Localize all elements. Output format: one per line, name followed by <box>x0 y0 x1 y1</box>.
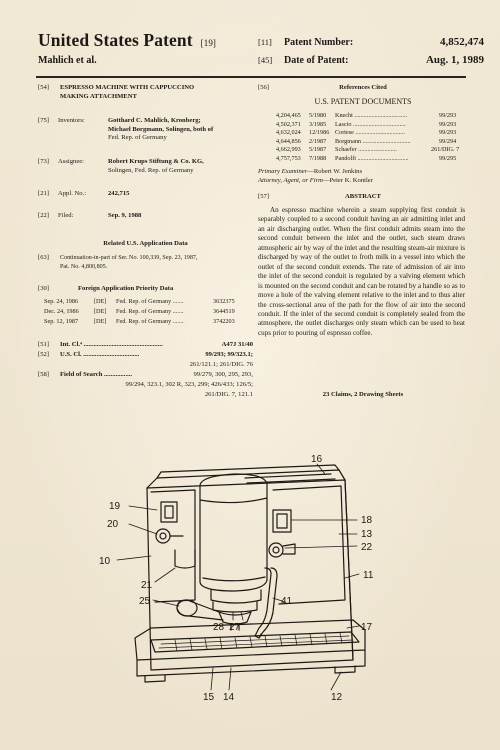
uscl-value1: 99/293; 99/323.1; <box>205 351 253 358</box>
inventors-line3: Fed. Rep. of Germany <box>108 134 167 141</box>
related-line2: Pat. No. 4,800,805. <box>60 263 108 270</box>
label-21: 21 <box>141 580 153 591</box>
ref-class: 99/293 <box>439 120 457 128</box>
foreign-tag: [DE] <box>94 318 107 325</box>
intcl-label: Int. Cl.⁴ ................................................ <box>60 341 163 348</box>
field-appl-no <box>38 190 253 200</box>
attorney-label: Attorney, Agent, or Firm <box>258 177 323 184</box>
uscl-code: [52] <box>38 351 49 358</box>
search-label: Field of Search ................. <box>60 371 133 378</box>
ref-date: 12/1986 <box>309 129 330 136</box>
primary-examiner <box>258 168 468 176</box>
abstract-text: An espresso machine wherein a steam supplying first conduit is separably coupled to a second conduit having an air admitting inlet and an air discharging outlet. When the first conduit admits steam into the second conduit between the inlet and the outlet, such steam draws atmospheric air by way of the inlet and the resulting steam-air mixture is discharged by way of the outlet to froth milk in a vessel into which the outlet of the second conduit extends. The rate of admission of air into the inlet of the second conduit is regulated by a valving element which is mounted on the second conduit and can be rotated by a handle so as to move a hole of the valving element relative to the inlet and to thus alter the cross-sectional area of the path for the flow of air into the second conduit. If the inlet of the second conduit is completely sealed from the atmosphere, the outlet discharges only steam which can be used to heat cups prior to pouring of espresso coffee. <box>258 206 465 337</box>
ref-name: Borgmann ............................... <box>335 137 411 145</box>
ref-row <box>276 138 456 145</box>
ref-date: 3/1985 <box>309 120 327 128</box>
foreign-row <box>44 318 235 325</box>
patent-title-text: United States Patent <box>38 30 193 50</box>
refs-heading: References Cited <box>339 84 387 91</box>
inventor-short: Mahlich et al. <box>38 55 97 66</box>
label-16: 16 <box>311 454 323 465</box>
foreign-row <box>44 298 235 305</box>
label-41: 41 <box>281 596 293 607</box>
patent-number-label: Patent Number: <box>284 37 354 48</box>
invention-title-line2: MAKING ATTACHMENT <box>60 92 137 100</box>
ref-class: 99/293 <box>439 112 457 119</box>
ref-date: 5/1980 <box>309 112 327 119</box>
invention-title-line1: ESPRESSO MACHINE WITH CAPPUCCINO <box>60 84 195 91</box>
filed-value: Sep. 9, 1988 <box>108 212 142 219</box>
assignee-line1: Robert Krups Stiftung & Co. KG, <box>108 158 204 165</box>
field-title <box>38 84 248 104</box>
inventors-code: [75] <box>38 117 49 124</box>
ref-class: 99/295 <box>439 154 457 162</box>
foreign-tag: [DE] <box>94 308 107 315</box>
field-search <box>38 371 253 399</box>
ref-name: Lascio .................................. <box>335 120 406 128</box>
ref-class: 261/DIG. 7 <box>431 146 460 153</box>
label-17: 17 <box>361 622 373 633</box>
refs-table <box>276 112 466 172</box>
search-value2: 99/294, 323.1, 302 R, 323, 299; 426/433; 126/5; <box>125 381 253 388</box>
left-switch <box>161 502 177 522</box>
assignee-code: [73] <box>38 158 49 165</box>
abstract-heading: ABSTRACT <box>345 193 381 200</box>
ref-number: 4,644,856 <box>276 137 301 145</box>
related-line1: Continuation-in-part of Ser. No. 100,339, Sep. 23, 1987, <box>60 255 198 261</box>
ref-name: Cortese ................................ <box>335 129 405 136</box>
search-value1: 99/279, 300, 295, 293, <box>193 371 253 378</box>
assignee-label: Assignee: <box>58 158 85 165</box>
uscl-value2: 261/121.1; 261/DIG. 76 <box>189 361 253 368</box>
title-code: [19] <box>200 38 217 48</box>
refs-subheading: U.S. PATENT DOCUMENTS <box>314 97 412 106</box>
patent-date-code: [45] <box>258 55 273 65</box>
ref-number: 4,632,024 <box>276 129 301 136</box>
intcl-value: A47J 31/40 <box>221 341 253 348</box>
ref-row <box>276 129 456 136</box>
ref-date: 7/1988 <box>309 154 327 162</box>
ref-name: Schaefer ......................... <box>335 146 397 153</box>
uscl-label: U.S. Cl. .................................. <box>60 351 140 358</box>
field-filed <box>38 212 253 222</box>
attorney-value: —Peter K. Kontler <box>322 177 373 184</box>
refs-code: [56] <box>258 84 269 91</box>
label-20: 20 <box>107 519 119 530</box>
ref-class: 99/293 <box>439 129 457 136</box>
foreign-country: Fed. Rep. of Germany ....... <box>116 298 184 305</box>
foreign-country: Fed. Rep. of Germany ....... <box>116 318 184 325</box>
header-rule <box>36 76 466 78</box>
label-13: 13 <box>361 529 373 540</box>
ref-row <box>276 121 456 128</box>
label-11: 11 <box>363 570 374 581</box>
label-10: 10 <box>99 556 111 567</box>
foreign-date: Sep. 12, 1987 <box>44 318 79 325</box>
field-references <box>258 84 468 94</box>
claims-summary: 23 Claims, 2 Drawing Sheets <box>322 391 404 398</box>
ref-row <box>276 155 456 162</box>
appl-value: 242,715 <box>108 190 130 197</box>
label-28: 28 <box>213 622 225 633</box>
ref-number: 4,204,465 <box>276 112 301 119</box>
inventors-label: Inventors: <box>58 117 85 124</box>
attorney <box>258 177 468 185</box>
abstract-code: [57] <box>258 193 269 200</box>
field-inventors <box>38 117 253 145</box>
foreign-number: 3742203 <box>213 318 235 325</box>
ref-date: 2/1987 <box>309 137 327 145</box>
foreign-row <box>44 308 235 315</box>
appl-code: [21] <box>38 190 49 197</box>
boiler-column <box>200 474 267 591</box>
filed-code: [22] <box>38 212 49 219</box>
field-assignee <box>38 158 253 178</box>
foreign-table <box>44 298 254 330</box>
ref-name: Knecht .................................. <box>335 112 408 119</box>
filed-label: Filed: <box>58 212 74 219</box>
label-12: 12 <box>331 692 343 703</box>
inventors-line1: Gotthard C. Mahlich, Kronberg; <box>108 117 201 124</box>
intcl-code: [51] <box>38 341 49 348</box>
assignee-line2: Solingen, Fed. Rep. of Germany <box>108 166 194 174</box>
patent-title <box>38 30 216 51</box>
foreign-code: [30] <box>38 285 49 292</box>
search-value3: 261/DIG. 7, 121.1 <box>204 391 253 398</box>
foreign-number: 3644519 <box>213 308 235 315</box>
ref-number: 4,757,753 <box>276 154 301 162</box>
patent-date-label: Date of Patent: <box>284 55 349 66</box>
ref-row <box>276 112 456 119</box>
ref-row <box>276 146 459 153</box>
patent-number-code: [11] <box>258 37 272 47</box>
foreign-country: Fed. Rep. of Germany ....... <box>116 308 184 315</box>
foreign-heading: Foreign Application Priority Data <box>78 285 174 292</box>
related-heading: Related U.S. Application Data <box>103 240 188 247</box>
foreign-number: 3632375 <box>213 298 235 305</box>
label-15: 15 <box>203 692 215 703</box>
ref-number: 4,502,371 <box>276 120 301 128</box>
ref-number: 4,662,993 <box>276 146 301 153</box>
patent-date-value: Aug. 1, 1989 <box>425 54 484 66</box>
field-foreign <box>38 285 253 295</box>
foreign-date: Dec. 24, 1986 <box>44 308 79 315</box>
patent-date-row <box>258 54 484 66</box>
title-field-code: [54] <box>38 84 49 91</box>
ref-date: 5/1987 <box>309 146 327 153</box>
espresso-machine-drawing <box>95 450 405 720</box>
abstract-heading-row <box>258 193 468 203</box>
right-switch <box>273 510 291 532</box>
label-14: 14 <box>223 692 235 703</box>
field-us-cl <box>38 351 253 371</box>
search-code: [58] <box>38 371 49 378</box>
label-22: 22 <box>361 542 373 553</box>
ref-name: Pandolfi ................................. <box>335 154 409 162</box>
ref-class: 99/294 <box>439 137 457 145</box>
label-25: 25 <box>139 596 151 607</box>
examiner-value: —Robert W. Jenkins <box>307 168 363 175</box>
patent-number-row <box>258 36 484 48</box>
label-19: 19 <box>109 501 121 512</box>
steam-knob <box>269 543 283 557</box>
field-related <box>38 254 253 274</box>
patent-number-value: 4,852,474 <box>440 36 484 48</box>
foreign-tag: [DE] <box>94 298 107 305</box>
related-code: [63] <box>38 254 49 261</box>
label-27: 27 <box>229 622 241 633</box>
foreign-date: Sep. 24, 1986 <box>44 298 79 305</box>
machine-top-edge <box>147 470 345 488</box>
machine-base <box>137 650 365 676</box>
left-knob <box>156 529 170 543</box>
label-18: 18 <box>361 515 373 526</box>
examiner-label: Primary Examiner <box>258 168 308 175</box>
field-int-cl <box>38 341 253 351</box>
appl-label: Appl. No.: <box>58 190 87 197</box>
inventors-line2: Michael Borgmann, Solingen, both of <box>108 125 214 133</box>
